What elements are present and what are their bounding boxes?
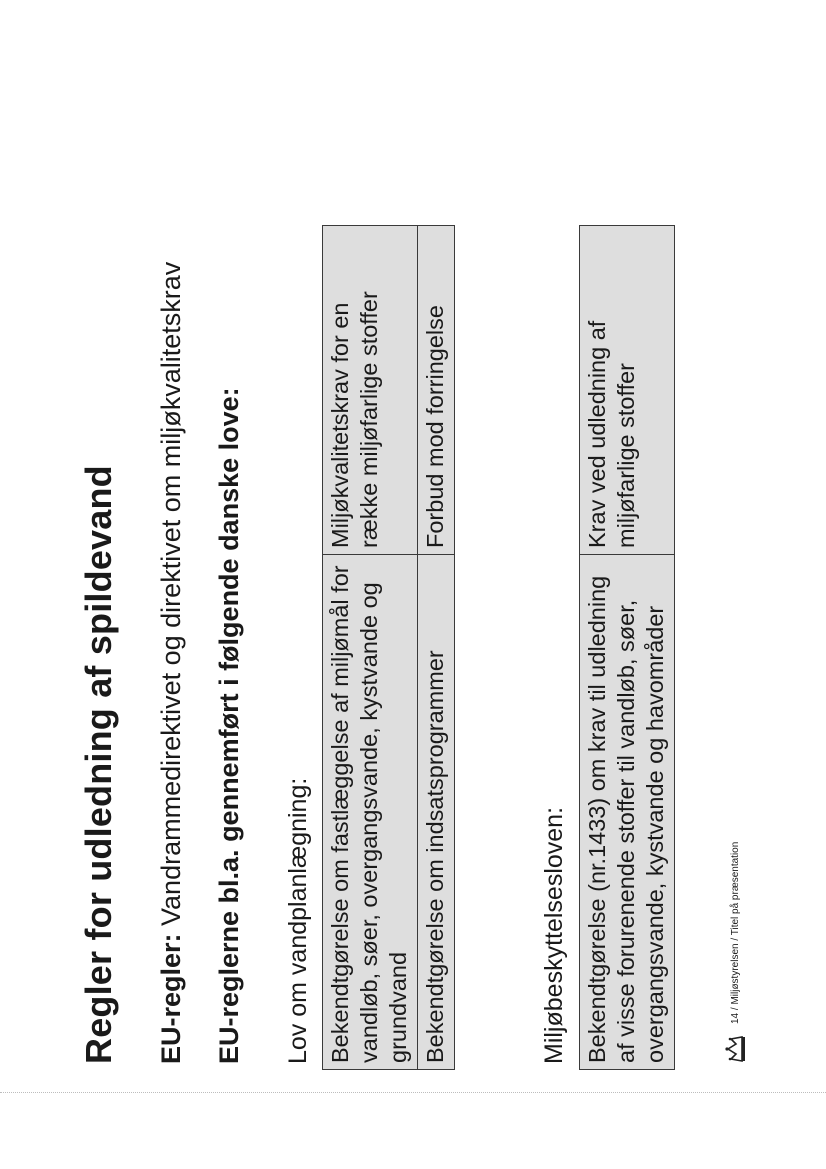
section-heading-vandplanlaegning: Lov om vandplanlægning: [284, 777, 312, 1064]
table-cell: Bekendtgørelse om indsatsprogrammer [418, 555, 455, 1070]
crown-icon [724, 1034, 746, 1064]
table-cell: Bekendtgørelse om fastlæggelse af miljømål for vandløb, søer, overgangsvande, kystvande og grundvand [323, 555, 418, 1070]
footer-text: 14 / Miljøstyrelsen / Titel på præsentation [729, 841, 741, 1024]
footer [724, 842, 746, 1064]
scan-artifact-line [0, 1092, 826, 1095]
table-cell: Krav ved udledning af miljøfarlige stoffer [580, 226, 675, 555]
eu-rules-line [156, 262, 187, 1064]
table-cell: Forbud mod forringelse [418, 226, 455, 555]
implemented-heading: EU-reglerne bl.a. gennemført i følgende danske love: [214, 387, 244, 1064]
table-cell: Bekendtgørelse (nr.1433) om krav til udledning af visse forurenende stoffer til vandløb, søer, overgangsvande, kystvande og havområder [580, 555, 675, 1070]
table-row [323, 226, 418, 1070]
eu-rules-label: EU-regler: [156, 933, 186, 1064]
table-row [580, 226, 675, 1070]
vandplanlaegning-table [322, 225, 455, 1070]
table-row [418, 226, 455, 1070]
miljobeskyttelsesloven-table [579, 225, 675, 1070]
slide [60, 70, 780, 1070]
eu-rules-text: Vandrammedirektivet og direktivet om miljøkvalitetskrav [156, 261, 186, 934]
section-heading-miljobeskyttelsesloven: Miljøbeskyttelsesloven: [540, 806, 568, 1064]
table-cell: Miljøkvalitetskrav for en række miljøfarlige stoffer [323, 226, 418, 555]
page-title: Regler for udledning af spildevand [78, 465, 119, 1064]
